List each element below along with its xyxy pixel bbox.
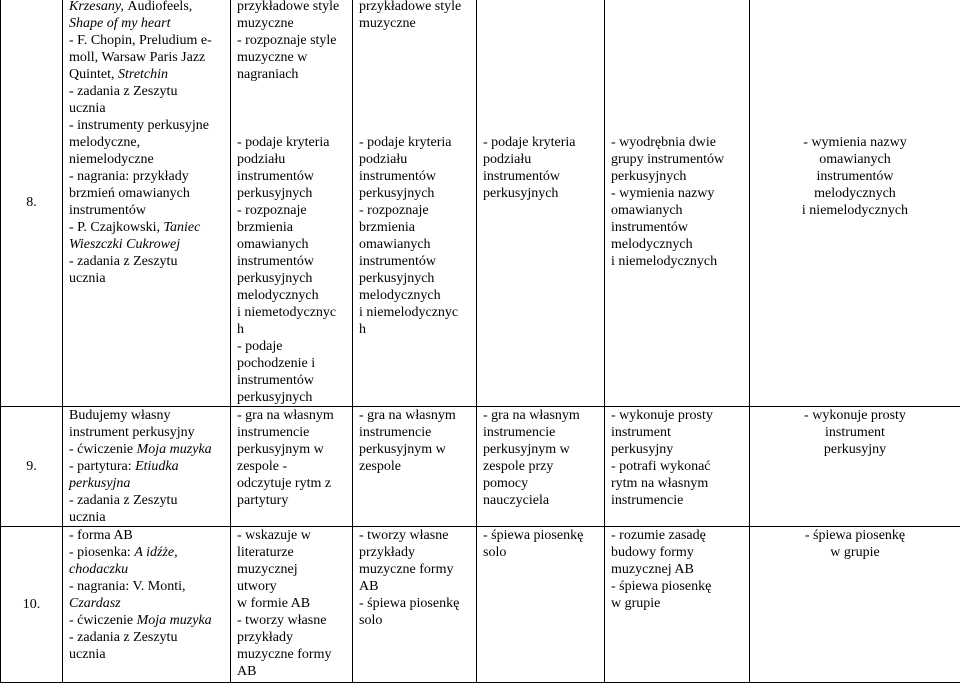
requirement-line: instrumentów: [359, 253, 470, 270]
content-text: Taniec: [164, 220, 201, 235]
requirement-line: instrumentów: [756, 168, 954, 185]
requirement-line: - wskazuje w: [237, 527, 346, 544]
requirement-line: - gra na własnym: [237, 407, 346, 424]
requirement-line: podziału: [237, 151, 346, 168]
requirement-line: perkusyjny: [611, 441, 743, 458]
content-text: Budujemy własny: [69, 408, 171, 423]
content-text: - zadania z Zeszytu: [69, 493, 177, 508]
content-line: [69, 270, 224, 287]
content-cell: [63, 407, 231, 527]
content-line: [69, 578, 224, 595]
knowledge-col-necessary: [231, 407, 353, 527]
requirement-line: omawianych: [359, 236, 470, 253]
requirement-line: [483, 66, 598, 83]
requirement-line: - śpiewa piosenkę: [756, 527, 954, 544]
content-line: [69, 151, 224, 168]
requirement-line: perkusyjnych: [359, 185, 470, 202]
content-text: Wieszczki Cukrowej: [69, 237, 180, 252]
requirement-line: [756, 49, 954, 66]
content-line: [69, 561, 224, 578]
content-text: - piosenka:: [69, 545, 134, 560]
requirement-line: odczytuje rytm z: [237, 475, 346, 492]
requirement-line: muzyczne: [359, 15, 470, 32]
requirement-line: [483, 32, 598, 49]
requirement-line: i niemelodycznych: [611, 253, 743, 270]
row-number: 9.: [1, 407, 63, 527]
content-line: [69, 15, 224, 32]
content-text: niemelodyczne: [69, 152, 154, 167]
row-number: 8.: [1, 0, 63, 407]
knowledge-col-necessary: [231, 0, 353, 407]
requirement-line: instrumentów: [359, 168, 470, 185]
requirement-line: [611, 100, 743, 117]
requirement-line: [756, 100, 954, 117]
requirement-line: muzyczne formy: [237, 646, 346, 663]
content-line: [69, 49, 224, 66]
requirement-line: [611, 117, 743, 134]
content-line: [69, 219, 224, 236]
requirement-line: utwory: [237, 578, 346, 595]
content-text: - instrumenty perkusyjne: [69, 118, 209, 133]
requirement-line: [359, 49, 470, 66]
requirement-line: melodycznych: [611, 236, 743, 253]
requirement-line: [483, 0, 598, 15]
requirement-line: zespole -: [237, 458, 346, 475]
requirement-line: i niemelodycznych: [756, 202, 954, 219]
requirement-line: instrumentów: [237, 372, 346, 389]
requirement-line: podziału: [359, 151, 470, 168]
content-line: [69, 0, 224, 15]
requirement-line: perkusyjnych: [237, 185, 346, 202]
requirement-line: w grupie: [756, 544, 954, 561]
content-text: Krzesany,: [69, 0, 127, 14]
requirement-line: - tworzy własne: [359, 527, 470, 544]
content-text: - nagrania: przykłady: [69, 169, 189, 184]
requirement-line: pomocy: [483, 475, 598, 492]
content-text: Moja muzyka: [137, 613, 212, 628]
requirement-line: [483, 83, 598, 100]
content-text: Czardasz: [69, 596, 121, 611]
knowledge-col-basic: [353, 527, 477, 683]
content-text: - P. Czajkowski,: [69, 220, 164, 235]
table-row: [1, 407, 960, 527]
requirement-line: - rozpoznaje: [237, 202, 346, 219]
content-text: - ćwiczenie: [69, 613, 137, 628]
content-line: [69, 168, 224, 185]
requirement-line: instrumencie: [483, 424, 598, 441]
knowledge-col-excellent: [750, 407, 960, 527]
requirement-line: i niemelodycznyc: [359, 304, 470, 321]
content-line: [69, 236, 224, 253]
requirement-line: instrument: [611, 424, 743, 441]
content-text: Moja muzyka: [137, 442, 212, 457]
content-text: - zadania z Zeszytu: [69, 254, 177, 269]
requirement-line: [483, 15, 598, 32]
requirement-line: melodycznych: [359, 287, 470, 304]
content-line: [69, 253, 224, 270]
knowledge-col-advanced: [605, 527, 750, 683]
content-line: [69, 595, 224, 612]
requirement-line: w formie AB: [237, 595, 346, 612]
requirement-line: literaturze: [237, 544, 346, 561]
content-line: [69, 612, 224, 629]
requirement-line: perkusyjny: [756, 441, 954, 458]
requirement-line: - tworzy własne: [237, 612, 346, 629]
requirement-line: muzycznej AB: [611, 561, 743, 578]
requirement-line: - podaje kryteria: [483, 134, 598, 151]
requirement-line: [237, 117, 346, 134]
content-text: - nagrania: V. Monti,: [69, 579, 186, 594]
requirement-line: muzyczne formy: [359, 561, 470, 578]
knowledge-col-advanced: [605, 407, 750, 527]
requirement-line: [483, 49, 598, 66]
requirement-line: - rozumie zasadę: [611, 527, 743, 544]
requirement-line: instrumencie: [611, 492, 743, 509]
content-text: - F. Chopin, Preludium e-: [69, 33, 212, 48]
requirement-line: omawianych: [756, 151, 954, 168]
requirement-line: budowy formy: [611, 544, 743, 561]
requirement-line: - gra na własnym: [359, 407, 470, 424]
requirement-line: [611, 32, 743, 49]
requirement-line: [756, 32, 954, 49]
content-text: chodaczku: [69, 562, 128, 577]
requirement-line: - podaje kryteria: [237, 134, 346, 151]
content-text: ucznia: [69, 101, 106, 116]
requirement-line: zespole: [359, 458, 470, 475]
requirement-line: - rozpoznaje: [359, 202, 470, 219]
content-text: Quintet,: [69, 67, 118, 82]
requirement-line: zespole przy: [483, 458, 598, 475]
content-cell: [63, 527, 231, 683]
requirement-line: przykładowe style: [359, 0, 470, 15]
content-cell: [63, 0, 231, 407]
requirement-line: instrumentów: [611, 219, 743, 236]
content-line: [69, 117, 224, 134]
content-text: melodyczne,: [69, 135, 140, 150]
content-line: [69, 646, 224, 663]
requirement-line: brzmienia: [359, 219, 470, 236]
requirement-line: solo: [483, 544, 598, 561]
content-text: perkusyjna: [69, 476, 130, 491]
requirement-line: nauczyciela: [483, 492, 598, 509]
content-text: - partytura:: [69, 459, 135, 474]
requirement-line: przykładowe style: [237, 0, 346, 15]
knowledge-col-extended: [477, 527, 605, 683]
knowledge-col-necessary: [231, 527, 353, 683]
requirement-line: perkusyjnych: [483, 185, 598, 202]
content-line: [69, 424, 224, 441]
content-text: ucznia: [69, 647, 106, 662]
requirement-line: - śpiewa piosenkę: [359, 595, 470, 612]
requirement-line: omawianych: [611, 202, 743, 219]
requirement-line: - wykonuje prosty: [611, 407, 743, 424]
requirement-line: podziału: [483, 151, 598, 168]
requirement-line: perkusyjnych: [611, 168, 743, 185]
requirement-line: instrument: [756, 424, 954, 441]
knowledge-col-advanced: [605, 0, 750, 407]
row-number: 10.: [1, 527, 63, 683]
requirement-line: [237, 100, 346, 117]
requirement-line: - śpiewa piosenkę: [611, 578, 743, 595]
requirement-line: [237, 83, 346, 100]
requirement-line: - potrafi wykonać: [611, 458, 743, 475]
content-text: - zadania z Zeszytu: [69, 630, 177, 645]
content-text: instrument perkusyjny: [69, 425, 195, 440]
requirement-line: perkusyjnym w: [237, 441, 346, 458]
requirement-line: [359, 32, 470, 49]
requirement-line: - wymienia nazwy: [756, 134, 954, 151]
requirement-line: - śpiewa piosenkę: [483, 527, 598, 544]
content-text: - ćwiczenie: [69, 442, 137, 457]
content-text: instrumentów: [69, 203, 146, 218]
requirement-line: przykłady: [359, 544, 470, 561]
content-line: [69, 458, 224, 475]
requirement-line: w grupie: [611, 595, 743, 612]
requirement-line: perkusyjnym w: [359, 441, 470, 458]
requirement-line: [359, 100, 470, 117]
requirement-line: AB: [359, 578, 470, 595]
requirement-line: perkusyjnym w: [483, 441, 598, 458]
content-line: [69, 66, 224, 83]
requirement-line: [756, 66, 954, 83]
requirement-line: perkusyjnych: [237, 270, 346, 287]
requirement-line: [483, 117, 598, 134]
requirement-line: rytm na własnym: [611, 475, 743, 492]
requirement-line: muzyczne w: [237, 49, 346, 66]
content-line: [69, 509, 224, 526]
requirement-line: instrumentów: [483, 168, 598, 185]
content-text: Stretchin: [118, 67, 168, 82]
requirement-line: instrumentów: [237, 253, 346, 270]
content-text: ucznia: [69, 510, 106, 525]
requirement-line: [611, 49, 743, 66]
requirement-line: h: [237, 321, 346, 338]
content-line: [69, 407, 224, 424]
requirement-line: omawianych: [237, 236, 346, 253]
content-text: - forma AB: [69, 528, 133, 543]
requirement-line: przykłady: [237, 629, 346, 646]
knowledge-col-excellent: [750, 0, 960, 407]
content-line: [69, 83, 224, 100]
knowledge-col-extended: [477, 407, 605, 527]
content-line: [69, 185, 224, 202]
requirement-line: nagraniach: [237, 66, 346, 83]
content-text: brzmień omawianych: [69, 186, 190, 201]
requirement-line: pochodzenie i: [237, 355, 346, 372]
content-text: moll, Warsaw Paris Jazz: [69, 50, 205, 65]
content-line: [69, 475, 224, 492]
requirement-line: [359, 83, 470, 100]
requirement-line: - wyodrębnia dwie: [611, 134, 743, 151]
requirement-line: perkusyjnych: [237, 389, 346, 406]
content-line: [69, 441, 224, 458]
requirement-line: partytury: [237, 492, 346, 509]
requirement-line: [756, 83, 954, 100]
requirement-line: [756, 117, 954, 134]
content-text: - zadania z Zeszytu: [69, 84, 177, 99]
content-line: [69, 100, 224, 117]
requirement-line: - gra na własnym: [483, 407, 598, 424]
knowledge-col-extended: [477, 0, 605, 407]
requirement-line: perkusyjnych: [359, 270, 470, 287]
requirement-line: [611, 66, 743, 83]
requirement-line: AB: [237, 663, 346, 680]
content-line: [69, 527, 224, 544]
requirement-line: [359, 66, 470, 83]
requirement-line: i niemetodycznyc: [237, 304, 346, 321]
content-text: Audiofeels,: [127, 0, 192, 14]
requirement-line: [483, 100, 598, 117]
content-line: [69, 492, 224, 509]
requirement-line: grupy instrumentów: [611, 151, 743, 168]
requirement-line: - rozpoznaje style: [237, 32, 346, 49]
content-line: [69, 544, 224, 561]
content-text: Shape of my heart: [69, 16, 170, 31]
content-text: ucznia: [69, 271, 106, 286]
requirement-line: muzycznej: [237, 561, 346, 578]
requirement-line: - podaje kryteria: [359, 134, 470, 151]
knowledge-col-excellent: [750, 527, 960, 683]
requirement-line: instrumencie: [359, 424, 470, 441]
content-line: [69, 32, 224, 49]
requirement-line: [756, 15, 954, 32]
requirement-line: solo: [359, 612, 470, 629]
table-row: [1, 0, 960, 407]
requirement-line: muzyczne: [237, 15, 346, 32]
requirement-line: [756, 0, 954, 15]
content-line: [69, 629, 224, 646]
requirement-line: [359, 117, 470, 134]
requirement-line: [611, 15, 743, 32]
content-line: [69, 134, 224, 151]
requirement-line: brzmienia: [237, 219, 346, 236]
content-line: [69, 202, 224, 219]
knowledge-col-basic: [353, 407, 477, 527]
requirement-line: [611, 83, 743, 100]
content-text: Etiudka: [135, 459, 179, 474]
requirement-line: instrumentów: [237, 168, 346, 185]
knowledge-col-basic: [353, 0, 477, 407]
requirement-line: instrumencie: [237, 424, 346, 441]
requirement-line: - wykonuje prosty: [756, 407, 954, 424]
requirement-line: h: [359, 321, 470, 338]
requirement-line: melodycznych: [756, 185, 954, 202]
content-text: A idźże,: [134, 545, 177, 560]
table-row: [1, 527, 960, 683]
requirement-line: - wymienia nazwy: [611, 185, 743, 202]
requirement-line: [611, 0, 743, 15]
requirement-line: - podaje: [237, 338, 346, 355]
requirement-line: melodycznych: [237, 287, 346, 304]
